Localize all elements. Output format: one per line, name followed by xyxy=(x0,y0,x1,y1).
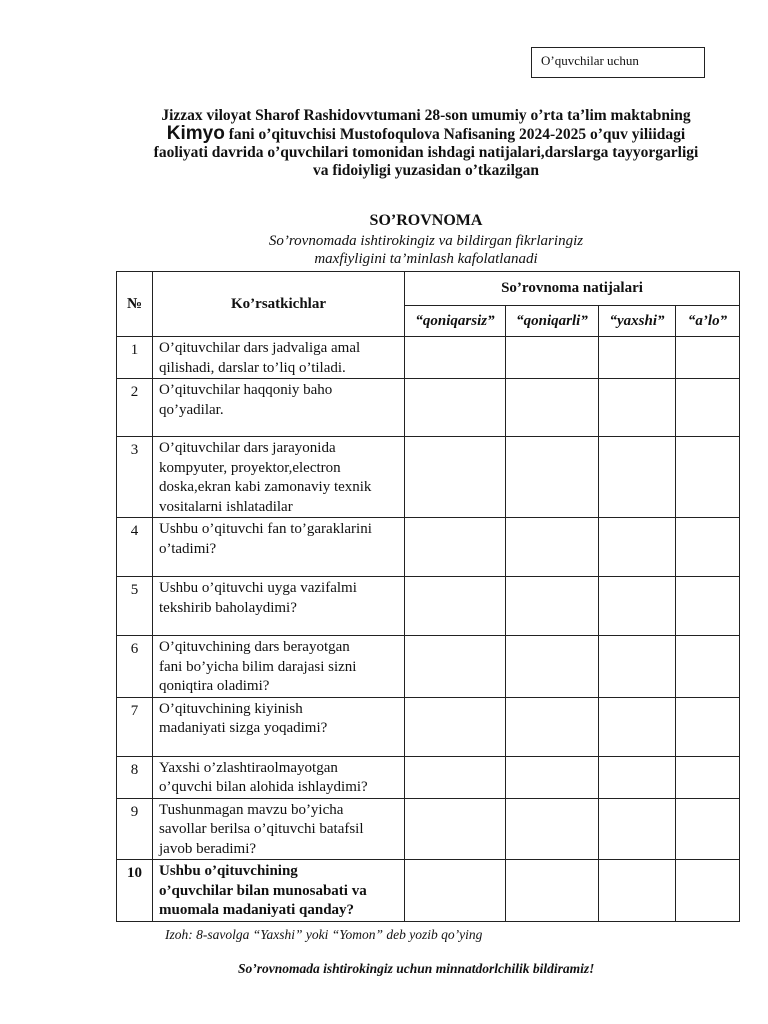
rating-cell-good[interactable] xyxy=(599,337,676,379)
rating-cell-good[interactable] xyxy=(599,756,676,798)
indicator-line: madaniyati sizga yoqadimi? xyxy=(159,720,328,736)
document-heading xyxy=(90,107,762,180)
row-number: 8 xyxy=(117,756,153,798)
indicator-line: javob beradimi? xyxy=(159,840,257,857)
heading-line-3: faoliyati davrida o’quvchilari tomonidan ishdagi natijalari,darslarga tayyorgarligi xyxy=(153,144,699,161)
row-number: 2 xyxy=(117,379,153,437)
rating-cell-satisfactory[interactable] xyxy=(506,437,599,518)
table-row xyxy=(117,337,740,379)
indicator-text xyxy=(153,636,405,698)
audience-label-box xyxy=(531,47,705,78)
table-row xyxy=(117,860,740,922)
table-row xyxy=(117,636,740,698)
indicator-text xyxy=(153,798,405,860)
row-number: 9 xyxy=(117,798,153,860)
indicator-line: doska,ekran kabi zamonaviy texnik xyxy=(159,479,372,495)
rating-cell-excellent[interactable] xyxy=(676,860,740,922)
indicator-line: O’qituvchilar dars jadvaliga amal xyxy=(159,340,361,356)
survey-title: SO’ROVNOMA xyxy=(369,212,483,229)
rating-cell-satisfactory[interactable] xyxy=(506,756,599,798)
indicator-text xyxy=(153,437,405,518)
indicator-line: Ushbu o’qituvchining xyxy=(159,863,298,879)
indicator-line: O’qituvchilar haqqoniy baho xyxy=(159,382,333,398)
rating-header-excellent: “a’lo” xyxy=(676,306,740,337)
indicator-line: Yaxshi o’zlashtiraolmayotgan xyxy=(159,759,338,776)
rating-cell-good[interactable] xyxy=(599,437,676,518)
rating-cell-satisfactory[interactable] xyxy=(506,337,599,379)
rating-cell-good[interactable] xyxy=(599,379,676,437)
heading-subject: Kimyo xyxy=(166,123,225,144)
indicator-line: tekshirib baholaydimi? xyxy=(159,599,297,616)
col-header-indicators: Ko’rsatkichlar xyxy=(153,272,405,337)
rating-cell-unsatisfactory[interactable] xyxy=(405,518,506,577)
rating-cell-satisfactory[interactable] xyxy=(506,860,599,922)
rating-cell-excellent[interactable] xyxy=(676,798,740,860)
rating-cell-satisfactory[interactable] xyxy=(506,697,599,756)
indicator-line: o’quvchi bilan alohida ishlaydimi? xyxy=(159,779,368,795)
rating-cell-good[interactable] xyxy=(599,577,676,636)
indicator-line: Ushbu o’qituvchi fan to’garaklarini xyxy=(159,521,372,537)
indicator-text xyxy=(153,379,405,437)
rating-cell-satisfactory[interactable] xyxy=(506,798,599,860)
rating-cell-excellent[interactable] xyxy=(676,518,740,577)
indicator-line: Ushbu o’qituvchi uyga vazifalmi xyxy=(159,580,357,596)
indicator-line: Tushunmagan mavzu bo’yicha xyxy=(159,801,344,818)
rating-cell-excellent[interactable] xyxy=(676,379,740,437)
col-header-results: So’rovnoma natijalari xyxy=(405,272,740,306)
rating-cell-unsatisfactory[interactable] xyxy=(405,756,506,798)
col-header-number: № xyxy=(117,272,153,337)
rating-header-good: “yaxshi” xyxy=(599,306,676,337)
table-row xyxy=(117,756,740,798)
rating-cell-good[interactable] xyxy=(599,798,676,860)
table-row xyxy=(117,697,740,756)
table-row xyxy=(117,379,740,437)
rating-cell-good[interactable] xyxy=(599,636,676,698)
heading-line-2-rest: fani o’qituvchisi Mustofoqulova Nafisaning 2024-2025 o’quv yiliidagi xyxy=(224,126,686,143)
indicator-line: vositalarni ishlatadilar xyxy=(159,498,293,515)
rating-cell-excellent[interactable] xyxy=(676,437,740,518)
rating-cell-good[interactable] xyxy=(599,518,676,577)
indicator-text xyxy=(153,337,405,379)
indicator-line: qilishadi, darslar to’liq o’tiladi. xyxy=(159,359,346,376)
audience-label: O’quvchilar uchun xyxy=(541,53,639,68)
indicator-line: O’qituvchining kiyinish xyxy=(159,700,303,717)
footnote: Izoh: 8-savolga “Yaxshi” yoki “Yomon” deb yozib qo’ying xyxy=(165,927,483,942)
rating-cell-excellent[interactable] xyxy=(676,636,740,698)
row-number: 7 xyxy=(117,697,153,756)
indicator-line: qoniqtira oladimi? xyxy=(159,678,270,694)
indicator-text xyxy=(153,577,405,636)
thanks-message: So’rovnomada ishtirokingiz uchun minnatdorlchilik bildiramiz! xyxy=(238,961,595,976)
rating-cell-unsatisfactory[interactable] xyxy=(405,337,506,379)
indicator-line: muomala madaniyati qanday? xyxy=(159,902,355,918)
heading-line-2 xyxy=(90,125,762,144)
survey-subtitle xyxy=(90,232,762,268)
rating-cell-unsatisfactory[interactable] xyxy=(405,636,506,698)
indicator-line: savollar berilsa o’qituvchi batafsil xyxy=(159,821,364,837)
table-row xyxy=(117,577,740,636)
rating-cell-excellent[interactable] xyxy=(676,337,740,379)
rating-cell-excellent[interactable] xyxy=(676,577,740,636)
subtitle-line-2: maxfiyligini ta’minlash kafolatlanadi xyxy=(314,251,538,267)
rating-cell-unsatisfactory[interactable] xyxy=(405,697,506,756)
rating-cell-excellent[interactable] xyxy=(676,756,740,798)
rating-cell-unsatisfactory[interactable] xyxy=(405,798,506,860)
indicator-text xyxy=(153,860,405,922)
heading-line-4: va fidoiyligi yuzasidan o’tkazilgan xyxy=(312,162,540,179)
indicator-text xyxy=(153,756,405,798)
row-number: 3 xyxy=(117,437,153,518)
rating-cell-unsatisfactory[interactable] xyxy=(405,379,506,437)
indicator-line: qo’yadilar. xyxy=(159,401,224,418)
rating-cell-unsatisfactory[interactable] xyxy=(405,577,506,636)
rating-cell-satisfactory[interactable] xyxy=(506,636,599,698)
rating-header-unsatisfactory: “qoniqarsiz” xyxy=(405,306,506,337)
rating-cell-excellent[interactable] xyxy=(676,697,740,756)
indicator-line: o’quvchilar bilan munosabati va xyxy=(159,882,367,899)
table-row xyxy=(117,518,740,577)
rating-cell-satisfactory[interactable] xyxy=(506,379,599,437)
indicator-line: o’tadimi? xyxy=(159,540,217,557)
table-row xyxy=(117,798,740,860)
indicator-line: fani bo’yicha bilim darajasi sizni xyxy=(159,658,357,675)
rating-cell-unsatisfactory[interactable] xyxy=(405,860,506,922)
row-number: 6 xyxy=(117,636,153,698)
row-number: 5 xyxy=(117,577,153,636)
rating-header-satisfactory: “qoniqarli” xyxy=(506,306,599,337)
survey-table xyxy=(116,271,740,922)
indicator-text xyxy=(153,697,405,756)
rating-cell-satisfactory[interactable] xyxy=(506,577,599,636)
indicator-line: kompyuter, proyektor,electron xyxy=(159,459,341,476)
heading-line-1: Jizzax viloyat Sharof Rashidovvtumani 28-son umumiy o’rta ta’lim maktabning xyxy=(161,107,691,124)
subtitle-line-1: So’rovnomada ishtirokingiz va bildirgan fikrlaringiz xyxy=(268,233,584,249)
rating-cell-unsatisfactory[interactable] xyxy=(405,437,506,518)
indicator-text xyxy=(153,518,405,577)
indicator-line: O’qituvchilar dars jarayonida xyxy=(159,440,336,456)
row-number: 1 xyxy=(117,337,153,379)
row-number: 4 xyxy=(117,518,153,577)
rating-cell-good[interactable] xyxy=(599,697,676,756)
row-number: 10 xyxy=(117,860,153,922)
table-row xyxy=(117,437,740,518)
rating-cell-satisfactory[interactable] xyxy=(506,518,599,577)
indicator-line: O’qituvchining dars berayotgan xyxy=(159,639,350,655)
rating-cell-good[interactable] xyxy=(599,860,676,922)
